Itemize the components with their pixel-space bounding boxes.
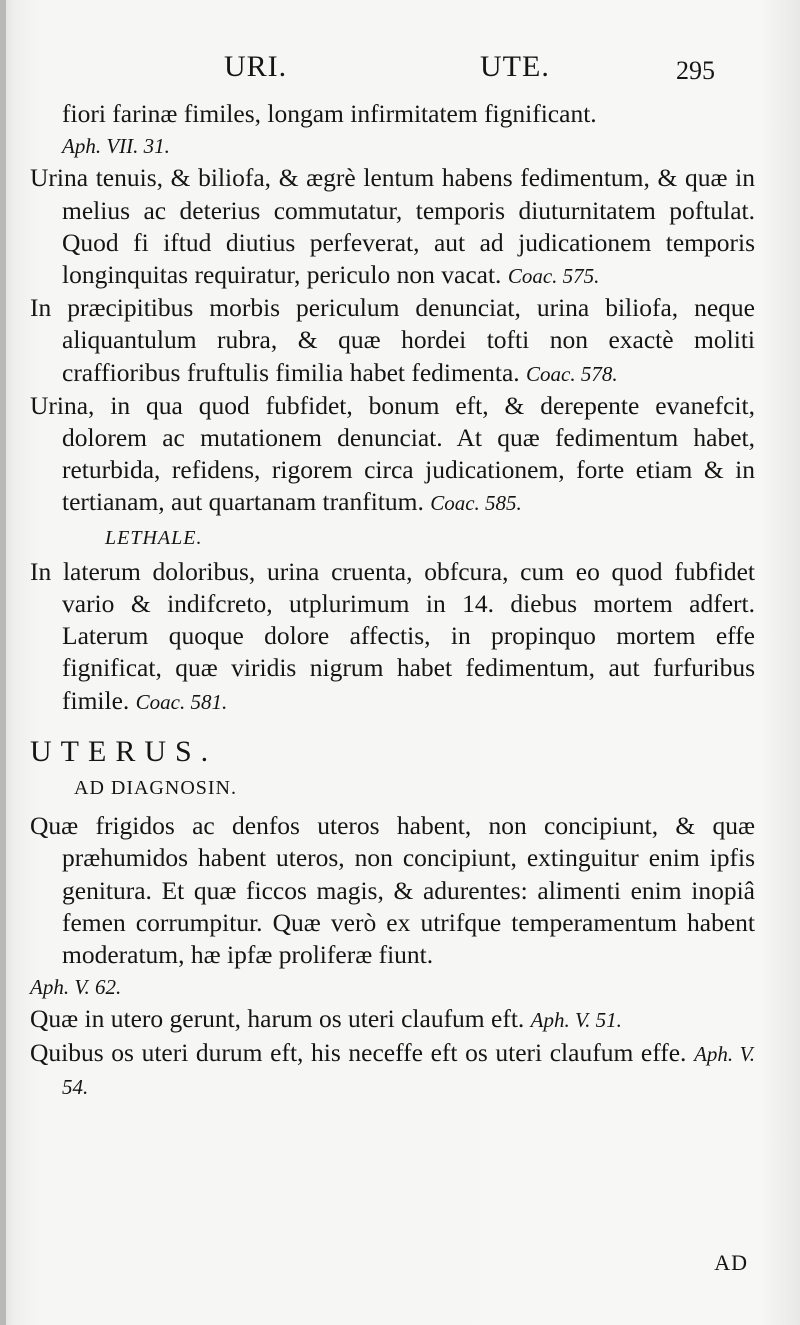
reference: Aph. V. 62.	[30, 975, 122, 1000]
paragraph-lethale	[30, 556, 755, 718]
running-head-left: URI.	[224, 50, 288, 83]
paragraph-3	[30, 292, 755, 390]
paragraph-text: In præcipitibus morbis periculum denunciat, urina biliofa, neque aliquantulum rubra, & quæ hordei tofti non exactè moliti craffioribus fruftulis fimilia habet fedimenta.	[30, 293, 755, 387]
page-body	[30, 98, 755, 1103]
paragraph-4	[30, 390, 755, 520]
paragraph-text: Quæ in utero gerunt, harum os uteri claufum eft.	[30, 1004, 525, 1034]
paragraph-text: Urina, in qua quod fubfidet, bonum eft, & derepente evanefcit, dolorem ac mutationem denunciat. At quæ fedimentum habet, returbida, refidens, rigorem circa judicationem, forte etiam & in tertianam, aut quartanam tranfitum.	[30, 390, 755, 517]
page-number: 295	[676, 56, 715, 85]
reference: Aph. V. 51.	[530, 1008, 622, 1033]
reference: Aph. VII. 31.	[62, 134, 170, 159]
paragraph-uterus-3	[30, 1037, 755, 1103]
paragraph-1	[30, 98, 755, 162]
reference: Coac. 575.	[507, 264, 600, 289]
paragraph-uterus-1	[30, 810, 755, 1003]
paragraph-text: Quibus os uteri durum eft, his neceffe eft os uteri claufum effe.	[30, 1037, 687, 1067]
paragraph-text: fiori farinæ fimiles, longam infirmitatem fignificant.	[62, 99, 597, 128]
paragraph-text: In laterum doloribus, urina cruenta, obfcura, cum eo quod fubfidet vario & indifcreto, utplurimum in 14. diebus mortem adfert. Laterum quoque dolore affectis, in propinquo mortem effe fignificat, quæ viridis nigrum habet fedimentum, aut furfuribus fimile.	[30, 556, 755, 715]
catchword: AD	[714, 1250, 748, 1275]
section-title: UTERUS.	[30, 734, 218, 768]
paragraph-uterus-2	[30, 1003, 755, 1036]
reference: Aph. V. 54.	[62, 1041, 756, 1099]
reference: Coac. 585.	[430, 491, 522, 516]
section-subtitle: AD DIAGNOSIN.	[74, 777, 237, 800]
paragraph-text: Quæ frigidos ac denfos uteros habent, non concipiunt, & quæ præhumidos habent uteros, non concipiunt, extinguitur enim ipfis genitura. Et quæ ficcos magis, & adurentes: alimenti enim inopiâ femen corrumpitur. Quæ verò ex utrifque temperamentum habent moderatum, hæ ipfæ proliferæ fiunt.	[30, 811, 755, 970]
paragraph-2	[30, 162, 755, 292]
subheading-lethale: LETHALE.	[105, 526, 203, 549]
page-gutter-shadow	[0, 0, 6, 1325]
running-head-right: UTE.	[480, 50, 550, 83]
paragraph-text: Urina tenuis, & biliofa, & ægrè lentum habens fedimentum, & quæ in melius ac deterius commutatur, temporis diuturnitatem poftulat. Quod fi iftud diutius perfeverat, aut ad judicationem temporis longinquitas requiratur, periculo non vacat.	[30, 163, 755, 290]
reference: Coac. 581.	[135, 689, 228, 714]
running-head	[60, 50, 760, 90]
reference: Coac. 578.	[526, 361, 618, 386]
